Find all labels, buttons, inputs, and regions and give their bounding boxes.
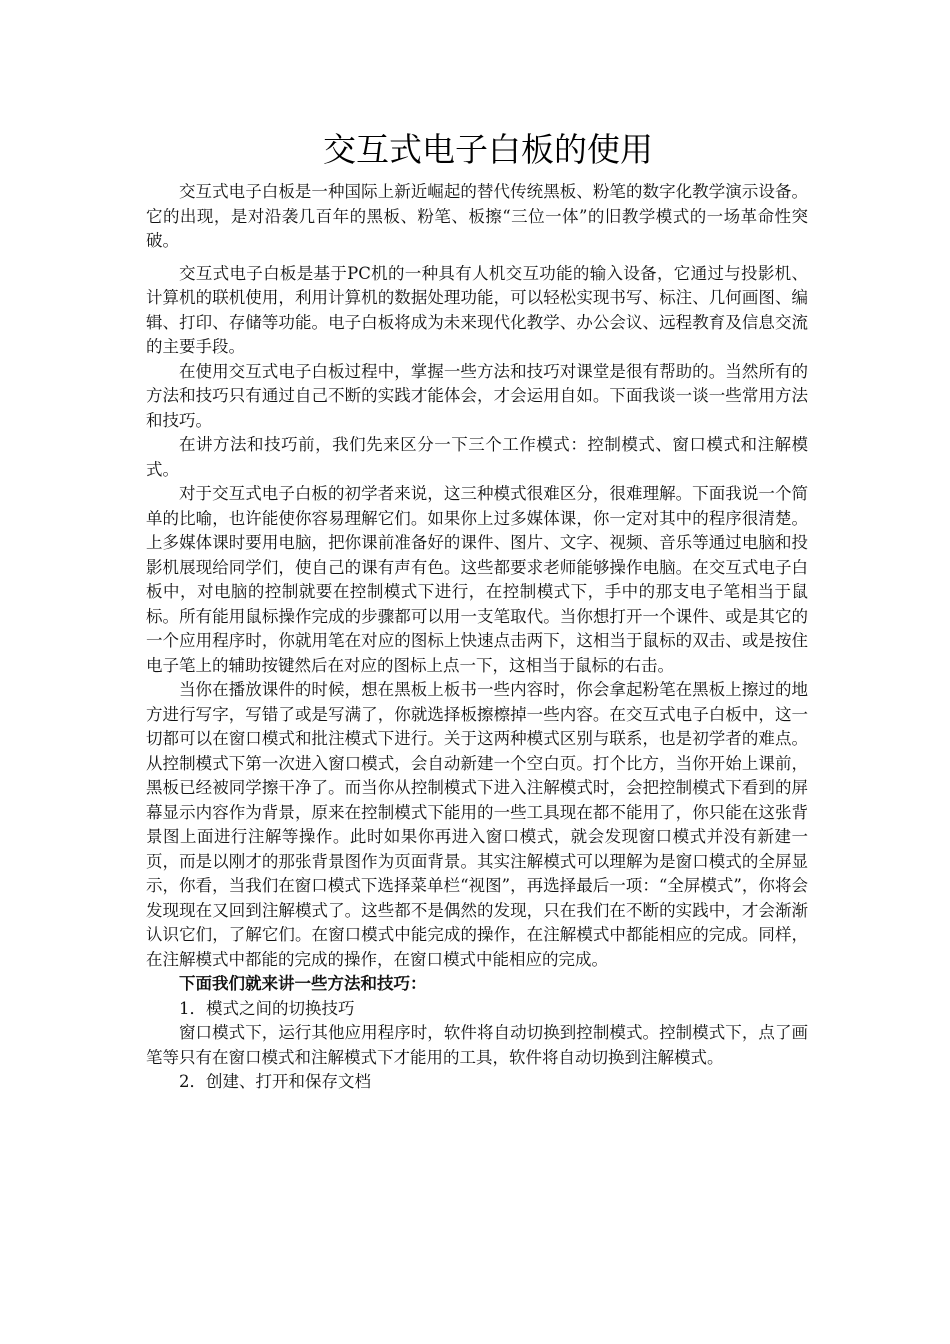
paragraph-modes: 在讲方法和技巧前，我们先来区分一下三个工作模式：控制模式、窗口模式和注解模式。 — [146, 435, 808, 479]
section-heading: 下面我们就来讲一些方法和技巧： — [179, 974, 427, 993]
subheading-switching: 1．模式之间的切换技巧 — [179, 998, 355, 1018]
paragraph-window-mode: 当你在播放课件的时候，想在黑板上板书一些内容时，你会拿起粉笔在黑板上擦过的地方进行写字，写错了或是写满了，你就选择板擦檫掉一些内容。在交互式电子白板中，这一切都可以在窗口模式和批注模式下进行。关于这两种模式区别与联系，也是初学者的难点。从控制模式下第一次进入窗口模式，会自动新建一个空白页。打个比方，当你开始上课前，黑板已经被同学擦干净了。而当你从控制模式下进入注解模式时，会把控制模式下看到的屏幕显示内容作为背景，原来在控制模式下能用的一些工具现在都不能用了，你只能在这张背景图上面进行注解等操作。此时如果你再进入窗口模式，就会发现窗口模式并没有新建一页，而是以刚才的那张背景图作为页面背景。其实注解模式可以理解为是窗口模式的全屏显示，你看，当我们在窗口模式下选择菜单栏“视图”，再选择最后一项：“全屏模式”，你将会发现现在又回到注解模式了。这些都不是偶然的发现，只在我们在不断的实践中，才会渐渐认识它们，了解它们。在窗口模式中能完成的操作，在注解模式中都能相应的完成。同样，在注解模式中都能的完成的操作，在窗口模式中能相应的完成。 — [146, 680, 808, 969]
paragraph-usage: 在使用交互式电子白板过程中，掌握一些方法和技巧对课堂是很有帮助的。当然所有的方法和技巧只有通过自己不断的实践才能体会，才会运用自如。下面我谈一谈一些常用方法和技巧。 — [146, 361, 808, 430]
paragraph-intro: 交互式电子白板是一种国际上新近崛起的替代传统黑板、粉笔的数字化教学演示设备。它的出现，是对沿袭几百年的黑板、粉笔、板擦“三位一体”的旧教学模式的一场革命性突破。 — [146, 182, 808, 250]
paragraph-definition: 交互式电子白板是基于PC机的一种具有人机交互功能的输入设备，它通过与投影机、计算机的联机使用，利用计算机的数据处理功能，可以轻松实现书写、标注、几何画图、编辑、打印、存储等功能。电子白板将成为未来现代化教学、办公会议、远程教育及信息交流的主要手段。 — [146, 263, 808, 356]
document-title: 交互式电子白板的使用 — [323, 130, 653, 169]
paragraph-control-mode: 对于交互式电子白板的初学者来说，这三种模式很难区分，很难理解。下面我说一个简单的比喻，也许能使你容易理解它们。如果你上过多媒体课，你一定对其中的程序很清楚。上多媒体课时要用电脑，把你课前准备好的课件、图片、文字、视频、音乐等通过电脑和投影机展现给同学们，使自己的课有声有色。这些都要求老师能够操作电脑。在交互式电子白板中，对电脑的控制就要在控制模式下进行，在控制模式下，手中的那支电子笔相当于鼠标。所有能用鼠标操作完成的步骤都可以用一支笔取代。当你想打开一个课件、或是其它的一个应用程序时，你就用笔在对应的图标上快速点击两下，这相当于鼠标的双击、或是按住电子笔上的辅助按键然后在对应的图标上点一下，这相当于鼠标的右击。 — [146, 484, 808, 675]
paragraph-switching: 窗口模式下，运行其他应用程序时，软件将自动切换到控制模式。控制模式下，点了画笔等只有在窗口模式和注解模式下才能用的工具，软件将自动切换到注解模式。 — [146, 1023, 808, 1067]
document-page — [146, 128, 808, 1095]
subheading-documents: 2．创建、打开和保存文档 — [179, 1072, 371, 1091]
